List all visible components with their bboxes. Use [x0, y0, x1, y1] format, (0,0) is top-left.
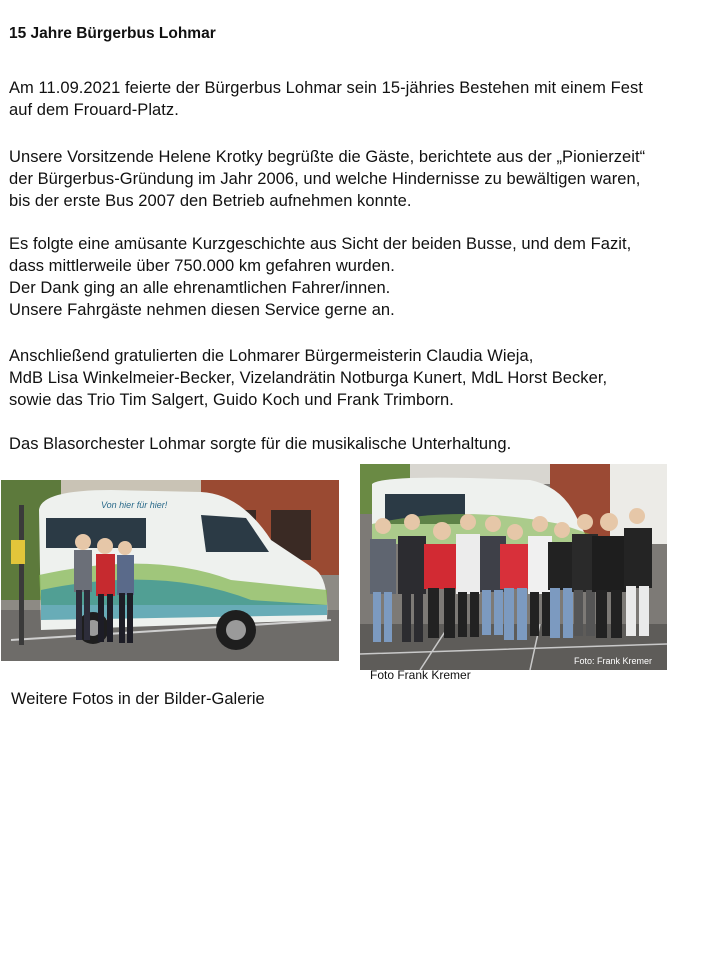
text-line: Der Dank ging an alle ehrenamtlichen Fahrer/innen. — [9, 279, 391, 297]
text-line: sowie das Trio Tim Salgert, Guido Koch und Frank Trimborn. — [9, 391, 454, 409]
text-line: der Bürgerbus-Gründung im Jahr 2006, und welche Hindernisse zu bewältigen waren, — [9, 170, 641, 188]
group-photo[interactable] — [360, 464, 667, 670]
text-line: bis der erste Bus 2007 den Betrieb aufnehmen konnte. — [9, 192, 412, 210]
text-line: MdB Lisa Winkelmeier-Becker, Vizelandrätin Notburga Kunert, MdL Horst Becker, — [9, 369, 608, 387]
photo-caption: Foto Frank Kremer — [370, 668, 471, 682]
paragraph-welcome — [9, 146, 645, 212]
text-line: Unsere Vorsitzende Helene Krotky begrüßte die Gäste, berichtete aus der „Pionierzeit“ — [9, 148, 646, 166]
bus-slogan: Von hier für hier! — [101, 500, 168, 510]
page-title: 15 Jahre Bürgerbus Lohmar — [9, 25, 216, 42]
text-line: Unsere Fahrgäste nehmen diesen Service gerne an. — [9, 301, 395, 319]
paragraph-story — [9, 233, 631, 321]
paragraph-intro — [9, 77, 643, 121]
bus-photo[interactable] — [1, 480, 339, 661]
text-line: Anschließend gratulierten die Lohmarer Bürgermeisterin Claudia Wieja, — [9, 347, 534, 365]
text-line: Das Blasorchester Lohmar sorgte für die musikalische Unterhaltung. — [9, 435, 512, 453]
photo-watermark: Foto: Frank Kremer — [574, 656, 653, 666]
text-line: Am 11.09.2021 feierte der Bürgerbus Lohmar sein 15-jähries Bestehen mit einem Fest — [9, 79, 643, 97]
paragraph-congratulations — [9, 345, 607, 411]
text-line: dass mittlerweile über 750.000 km gefahren wurden. — [9, 257, 395, 275]
text-line: auf dem Frouard-Platz. — [9, 101, 179, 119]
text-line: Es folgte eine amüsante Kurzgeschichte aus Sicht der beiden Busse, und dem Fazit, — [9, 235, 632, 253]
gallery-link[interactable]: Weitere Fotos in der Bilder-Galerie — [11, 690, 265, 708]
paragraph-music — [9, 433, 511, 455]
